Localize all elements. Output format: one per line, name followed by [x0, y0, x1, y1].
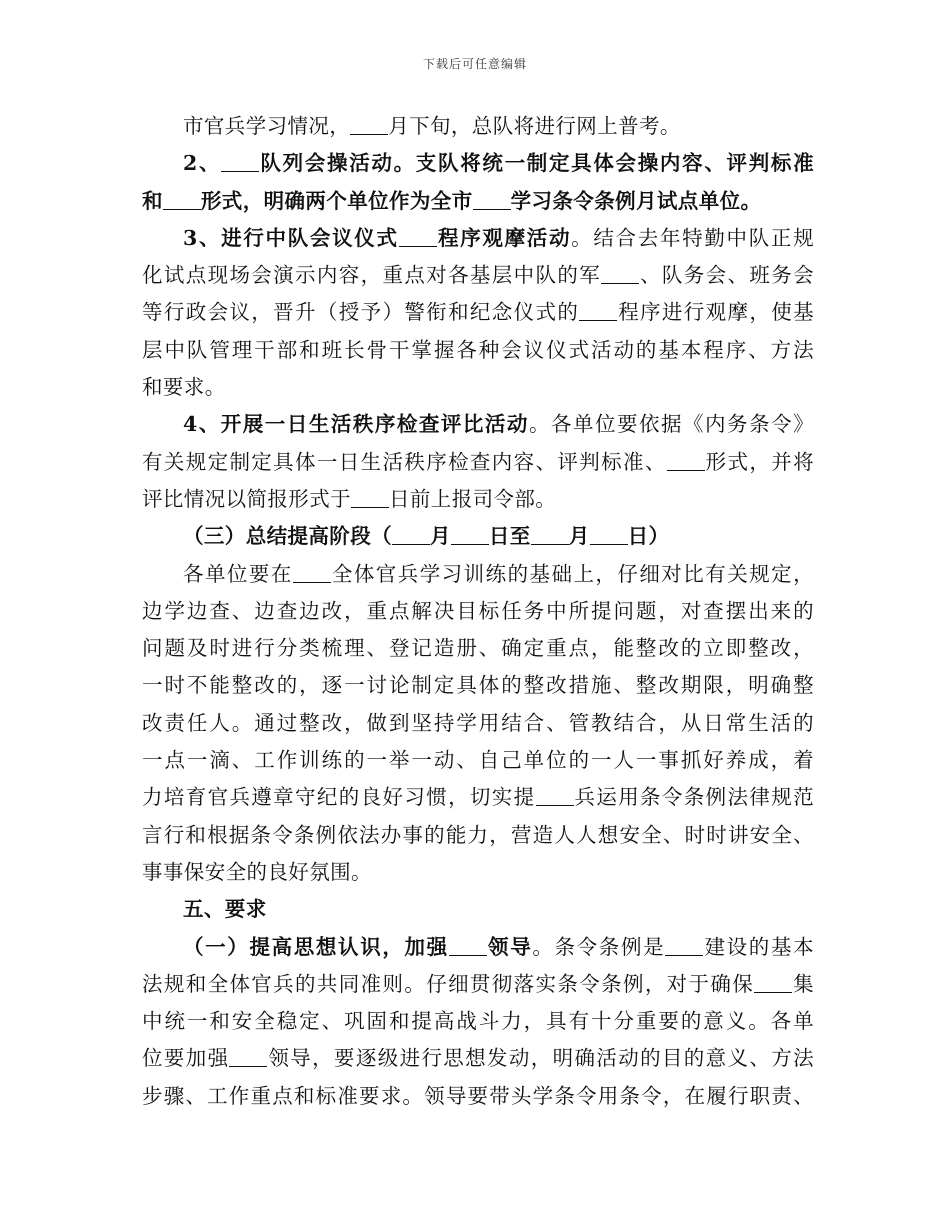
- bold-text: 形式，明确两个单位作为全市: [200, 188, 473, 213]
- body-text: 市官兵学习情况，: [183, 114, 351, 138]
- paragraph-line: [142, 1078, 814, 1115]
- fill-in-blank: [473, 189, 511, 210]
- fill-in-blank: [163, 189, 201, 210]
- body-text: 。结合去年特勤中队正规: [571, 225, 815, 250]
- paragraph-line: [142, 518, 814, 555]
- bold-text: 程序观摩活动: [436, 225, 572, 250]
- paragraph-line: [142, 444, 814, 481]
- body-text: 、队务会、班务会: [639, 263, 815, 288]
- body-text: 。各单位要依据《内务条令》: [528, 412, 814, 437]
- bold-text: 月: [568, 524, 590, 549]
- fill-in-blank: [536, 785, 574, 806]
- paragraph-line: [142, 854, 814, 891]
- fill-in-blank: [392, 524, 430, 545]
- body-text: 一点一滴、工作训练的一举一动、自己单位的一人一事抓好养成，着: [142, 748, 814, 773]
- fill-in-blank: [665, 935, 703, 956]
- fill-in-blank: [531, 524, 569, 545]
- paragraph-line: [142, 556, 814, 593]
- body-text: 问题及时进行分类梳理、登记造册、确定重点，能整改的立即整改，: [142, 636, 814, 661]
- body-text: 步骤、工作重点和标准要求。领导要带头学条令用条令，在履行职责、: [142, 1083, 814, 1108]
- bold-text: 4、开展一日生活秩序检查评比活动: [183, 412, 529, 437]
- body-text: 中统一和安全稳定、巩固和提高战斗力，具有十分重要的意义。各单: [142, 1009, 814, 1034]
- fill-in-blank: [229, 1046, 267, 1067]
- fill-in-blank: [601, 263, 639, 284]
- bold-text: 2、: [183, 151, 222, 176]
- paragraph-line: [142, 108, 814, 145]
- fill-in-blank: [590, 524, 628, 545]
- paragraph-line: [142, 705, 814, 742]
- fill-in-blank: [350, 114, 388, 135]
- paragraph-line: [142, 593, 814, 630]
- bold-text: 日）: [627, 524, 670, 549]
- bold-text: 月: [430, 524, 451, 549]
- paragraph-line: [142, 145, 814, 182]
- fill-in-blank: [579, 300, 617, 321]
- body-text: 法规和全体官兵的共同准则。仔细贯彻落实条令条例，对于确保: [142, 971, 755, 996]
- paragraph-line: [142, 406, 814, 443]
- bold-text: 和: [142, 188, 163, 213]
- body-text: 形式，并将: [704, 449, 814, 474]
- paragraph-line: [142, 369, 814, 406]
- body-text: 和要求。: [142, 375, 226, 400]
- body-text: 集: [792, 971, 815, 996]
- body-text: 程序进行观摩，使基: [617, 300, 814, 325]
- bold-text: 队列会操活动。支队将统一制定具体会操内容、评判标准: [259, 151, 814, 176]
- bold-text: 五、要求: [183, 897, 267, 922]
- paragraph-line: [142, 742, 814, 779]
- paragraph-line: [142, 1003, 814, 1040]
- body-text: 事事保安全的良好氛围。: [142, 859, 372, 884]
- bold-text: （一）提高思想认识，加强: [183, 934, 449, 959]
- bold-text: 学习条令条例月试点单位。: [510, 188, 762, 213]
- fill-in-blank: [399, 226, 437, 247]
- paragraph-line: [142, 817, 814, 854]
- paragraph-line: [142, 667, 814, 704]
- paragraph-line: [142, 220, 814, 257]
- body-text: 。条令条例是: [532, 934, 666, 959]
- bold-text: 领导: [486, 934, 533, 959]
- body-text: 位要加强: [142, 1046, 230, 1071]
- body-text: 边学边查、边查边改，重点解决目标任务中所提问题，对查摆出来的: [142, 598, 814, 623]
- paragraph-line: [142, 929, 814, 966]
- paragraph-line: [142, 1040, 814, 1077]
- body-text: 一时不能整改的，逐一讨论制定具体的整改措施、整改期限，明确整: [142, 673, 814, 698]
- body-text: 层中队管理干部和班长骨干掌握各种会议仪式活动的基本程序、方法: [142, 337, 814, 362]
- document-body: [142, 108, 814, 1115]
- paragraph-line: [142, 183, 814, 220]
- fill-in-blank: [221, 151, 259, 172]
- paragraph-line: [142, 779, 814, 816]
- body-text: 建设的基本: [703, 934, 814, 959]
- body-text: 改责任人。通过整改，做到坚持学用结合、管教结合，从日常生活的: [142, 710, 814, 735]
- paragraph-line: [142, 294, 814, 331]
- body-text: 力培育官兵遵章守纪的良好习惯，切实提: [142, 785, 536, 810]
- body-text: 兵运用条令条例法律规范: [573, 785, 814, 810]
- body-text: 各单位要在: [183, 561, 293, 586]
- paragraph-line: [142, 966, 814, 1003]
- body-text: 领导，要逐级进行思想发动，明确活动的目的意义、方法: [267, 1046, 814, 1071]
- bold-text: 3、进行中队会议仪式: [183, 225, 399, 250]
- fill-in-blank: [351, 487, 389, 508]
- paragraph-line: [142, 630, 814, 667]
- body-text: 言行和根据条令条例依法办事的能力，营造人人想安全、时时讲安全、: [142, 822, 814, 847]
- paragraph-line: [142, 891, 814, 928]
- fill-in-blank: [754, 972, 792, 993]
- body-text: 月下旬，总队将进行网上普考。: [388, 114, 681, 138]
- paragraph-line: [142, 332, 814, 369]
- body-text: 有关规定制定具体一日生活秩序检查内容、评判标准、: [142, 449, 667, 474]
- body-text: 等行政会议，晋升（授予）警衔和纪念仪式的: [142, 300, 580, 325]
- bold-text: （三）总结提高阶段（: [183, 524, 392, 549]
- fill-in-blank: [293, 562, 331, 583]
- fill-in-blank: [449, 935, 487, 956]
- fill-in-blank: [667, 450, 705, 471]
- body-text: 评比情况以简报形式于: [142, 486, 351, 511]
- paragraph-line: [142, 257, 814, 294]
- body-text: 化试点现场会演示内容，重点对各基层中队的军: [142, 263, 602, 288]
- bold-text: 日至: [488, 524, 531, 549]
- paragraph-line: [142, 481, 814, 518]
- page-header: 下载后可任意编辑: [422, 57, 527, 71]
- body-text: 全体官兵学习训练的基础上，仔细对比有关规定，: [330, 561, 814, 586]
- body-text: 日前上报司令部。: [389, 486, 557, 511]
- fill-in-blank: [451, 524, 489, 545]
